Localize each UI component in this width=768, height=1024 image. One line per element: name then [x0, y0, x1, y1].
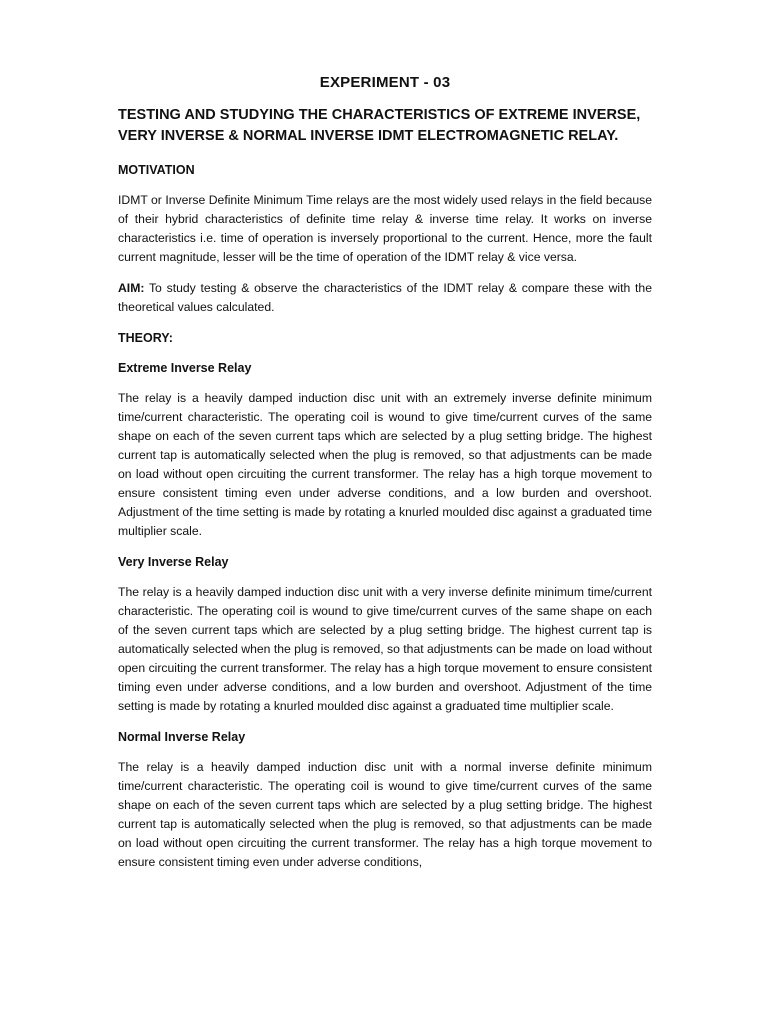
normal-inverse-paragraph: The relay is a heavily damped induction disc unit with a normal inverse definite minimum time/current characteristic. The operating coil is wound to give time/current curves of the same shape on each of the seven current taps which are selected by a plug setting bridge. The highest current tap is automatically selected when the plug is removed, so that adjustments can be made on load without open circuiting the current transformer. The relay has a high torque movement to ensure consistent timing even under adverse conditions,	[118, 760, 652, 869]
normal-inverse-heading: Normal Inverse Relay	[118, 730, 246, 744]
extreme-inverse-heading: Extreme Inverse Relay	[118, 361, 252, 375]
aim-text: To study testing & observe the characteristics of the IDMT relay & compare these with the theoretical values calculated.	[118, 281, 652, 314]
experiment-number: EXPERIMENT - 03	[319, 74, 451, 91]
motivation-heading: MOTIVATION	[118, 163, 195, 177]
extreme-inverse-paragraph: The relay is a heavily damped induction disc unit with an extremely inverse definite minimum time/current characteristic. The operating coil is wound to give time/current curves of the same shape on each of the seven current taps which are selected by a plug setting bridge. The highest current tap is automatically selected when the plug is removed, so that adjustments can be made on load without open circuiting the current transformer. The relay has a high torque movement to ensure consistent timing even under adverse conditions, and a low burden and overshoot. Adjustment of the time setting is made by rotating a knurled moulded disc against a graduated time multiplier scale.	[118, 391, 652, 538]
very-inverse-heading: Very Inverse Relay	[118, 555, 229, 569]
document-page	[118, 74, 652, 884]
aim-label: AIM:	[118, 281, 145, 295]
motivation-paragraph: IDMT or Inverse Definite Minimum Time relays are the most widely used relays in the field because of their hybrid characteristics of definite time relay & inverse time relay. It works on inverse characteristics i.e. time of operation is inversely proportional to the current. Hence, more the fault current magnitude, lesser will be the time of operation of the IDMT relay & vice versa.	[118, 193, 652, 264]
aim-paragraph	[118, 279, 652, 317]
very-inverse-paragraph: The relay is a heavily damped induction disc unit with a very inverse definite minimum time/current characteristic. The operating coil is wound to give time/current curves of the same shape on each of the seven current taps which are selected by a plug setting bridge. The highest current tap is automatically selected when the plug is removed, so that adjustments can be made on load without open circuiting the current transformer. The relay has a high torque movement to ensure consistent timing even under adverse conditions, and a low burden and overshoot. Adjustment of the time setting is made by rotating a knurled moulded disc against a graduated time multiplier scale.	[118, 585, 652, 713]
document-title: TESTING AND STUDYING THE CHARACTERISTICS OF EXTREME INVERSE, VERY INVERSE & NORMAL INVERSE IDMT ELECTROMAGNETIC RELAY.	[118, 107, 641, 144]
theory-heading: THEORY:	[118, 331, 173, 345]
